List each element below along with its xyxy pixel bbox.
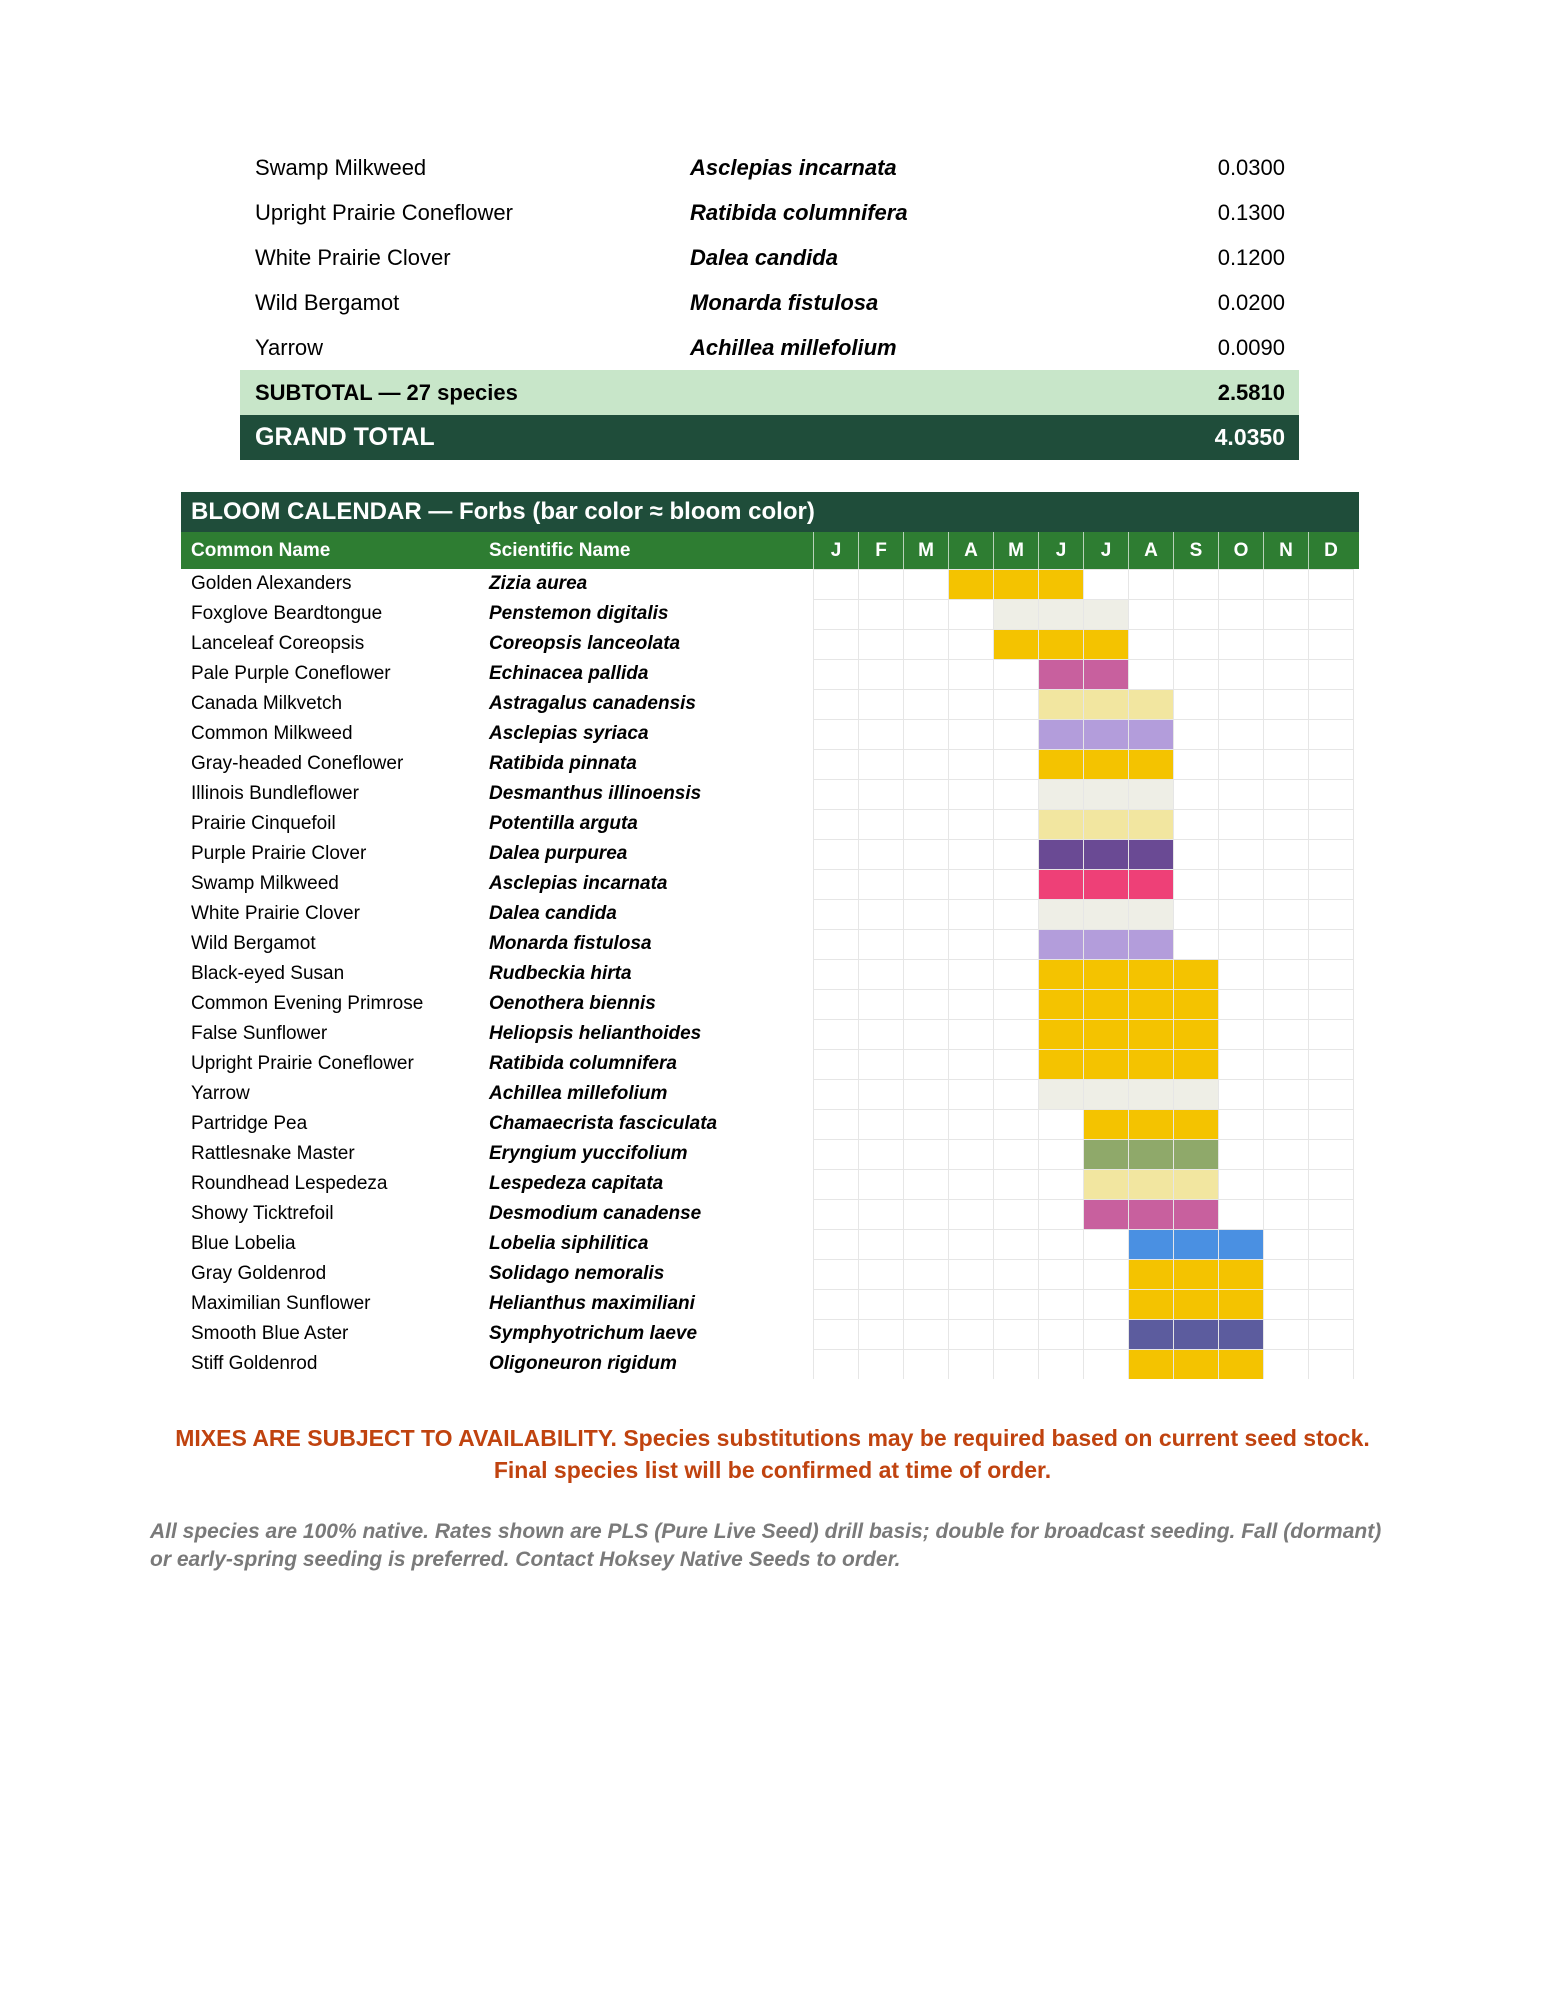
bloom-bar-cell [1129, 1230, 1173, 1259]
seed-row [240, 190, 1299, 235]
species-common-name: Partridge Pea [191, 1113, 308, 1134]
bloom-bar-cell [1174, 1290, 1218, 1319]
species-scientific-name: Asclepias incarnata [489, 873, 668, 894]
month-label: M [993, 532, 1038, 569]
species-common-name: Roundhead Lespedeza [191, 1173, 388, 1194]
seed-common-name: Upright Prairie Coneflower [255, 200, 513, 225]
species-common-name: Wild Bergamot [191, 933, 316, 954]
bloom-bar-cell [994, 600, 1038, 629]
seed-scientific-name: Dalea candida [690, 245, 838, 270]
bloom-bar-cell [1129, 1260, 1173, 1289]
bloom-bar-cell [1084, 900, 1128, 929]
bloom-calendar [181, 492, 1359, 1379]
bloom-bar-cell [1039, 570, 1083, 599]
species-scientific-name: Coreopsis lanceolata [489, 633, 681, 654]
subtotal-value: 2.5810 [1217, 380, 1285, 405]
bloom-bar-cell [1129, 840, 1173, 869]
species-scientific-name: Solidago nemoralis [489, 1263, 665, 1284]
bloom-bar-cell [1084, 780, 1128, 809]
seed-rows [240, 145, 1299, 370]
bloom-bar-cell [1129, 1140, 1173, 1169]
seed-rate: 0.1200 [1217, 245, 1285, 270]
species-scientific-name: Dalea candida [489, 903, 617, 924]
bloom-bar-cell [1084, 990, 1128, 1019]
grand-total-label: GRAND TOTAL [255, 423, 435, 451]
species-scientific-name: Desmanthus illinoensis [489, 783, 702, 804]
bloom-bar-cell [1174, 1170, 1218, 1199]
species-common-name: Prairie Cinquefoil [191, 813, 336, 834]
seed-common-name: White Prairie Clover [255, 245, 451, 270]
species-scientific-name: Echinacea pallida [489, 663, 649, 684]
species-scientific-name: Dalea purpurea [489, 843, 628, 864]
bloom-bar-cell [1129, 870, 1173, 899]
bloom-bar-cell [1039, 1080, 1083, 1109]
bloom-bar-cell [1084, 600, 1128, 629]
bloom-bar-cell [1039, 810, 1083, 839]
bloom-bar-cell [1174, 1320, 1218, 1349]
seed-row [240, 280, 1299, 325]
seed-rate-table [240, 145, 1299, 460]
species-common-name: Blue Lobelia [191, 1233, 296, 1254]
seed-scientific-name: Asclepias incarnata [690, 155, 897, 180]
species-scientific-name: Chamaecrista fasciculata [489, 1113, 718, 1134]
species-scientific-name: Ratibida columnifera [489, 1053, 677, 1074]
bloom-bar-cell [1174, 990, 1218, 1019]
bloom-bar-cell [1039, 960, 1083, 989]
seed-common-name: Yarrow [255, 335, 324, 360]
bloom-bar-cell [1129, 810, 1173, 839]
bloom-bar-cell [1084, 1200, 1128, 1229]
seed-rate: 0.0200 [1217, 290, 1285, 315]
bloom-bar-cell [1039, 630, 1083, 659]
bloom-bar-cell [1219, 1260, 1263, 1289]
seed-rate: 0.0300 [1217, 155, 1285, 180]
bloom-bar-cell [1174, 1140, 1218, 1169]
species-common-name: Golden Alexanders [191, 573, 352, 594]
bloom-bar-cell [1219, 1290, 1263, 1319]
bloom-bar-cell [1129, 1170, 1173, 1199]
bloom-bar-cell [1129, 1320, 1173, 1349]
bloom-bar-cell [1129, 1050, 1173, 1079]
seed-row [240, 235, 1299, 280]
bloom-bar-cell [1039, 600, 1083, 629]
bloom-bar-cell [1084, 660, 1128, 689]
bloom-bar-cell [1219, 1350, 1263, 1379]
bloom-bar-cell [1039, 1020, 1083, 1049]
bloom-bar-cell [1174, 960, 1218, 989]
bloom-bar-cell [1084, 1020, 1128, 1049]
species-scientific-name: Symphyotrichum laeve [489, 1323, 698, 1344]
bloom-bar-cell [1174, 1050, 1218, 1079]
bloom-bar-cell [1084, 630, 1128, 659]
species-common-name: Gray-headed Coneflower [191, 753, 404, 774]
bloom-calendar-title: BLOOM CALENDAR — Forbs (bar color ≈ bloom color) [181, 492, 1359, 532]
species-scientific-name: Potentilla arguta [489, 813, 638, 834]
bloom-bar-cell [1084, 870, 1128, 899]
bloom-bar-cell [1084, 750, 1128, 779]
bloom-bar-cell [1039, 870, 1083, 899]
bloom-bar-cell [1174, 1110, 1218, 1139]
bloom-bar-cell [1129, 750, 1173, 779]
bloom-bar-cell [1084, 840, 1128, 869]
bloom-bar-cell [1039, 900, 1083, 929]
month-label: N [1263, 532, 1308, 569]
month-headers [813, 532, 1353, 569]
species-common-name: Showy Ticktrefoil [191, 1203, 334, 1224]
bloom-bar-cell [1039, 750, 1083, 779]
seed-scientific-name: Achillea millefolium [690, 335, 897, 360]
bloom-bar-cell [1129, 720, 1173, 749]
bloom-bar-cell [1129, 780, 1173, 809]
subtotal-label: SUBTOTAL — 27 species [255, 380, 518, 405]
bloom-calendar-body [181, 569, 1359, 1379]
seed-rate: 0.1300 [1217, 200, 1285, 225]
species-scientific-name: Achillea millefolium [489, 1083, 668, 1104]
bloom-bar-cell [1039, 1050, 1083, 1079]
bloom-bar-cell [1084, 1080, 1128, 1109]
grand-total-value: 4.0350 [1214, 424, 1285, 450]
bloom-bar-cell [1084, 960, 1128, 989]
species-common-name: Stiff Goldenrod [191, 1353, 318, 1374]
bloom-bar-cell [1084, 720, 1128, 749]
month-label: O [1218, 532, 1263, 569]
species-scientific-name: Zizia aurea [489, 573, 588, 594]
species-scientific-name: Ratibida pinnata [489, 753, 637, 774]
bloom-bar-cell [1219, 1320, 1263, 1349]
bloom-bar-cell [1084, 1170, 1128, 1199]
species-common-name: False Sunflower [191, 1023, 328, 1044]
bloom-bar-cell [1039, 690, 1083, 719]
month-label: A [948, 532, 993, 569]
species-scientific-name: Helianthus maximiliani [489, 1293, 695, 1314]
species-common-name: Maximilian Sunflower [191, 1293, 371, 1314]
bloom-bar-cell [1039, 780, 1083, 809]
bloom-bar-cell [1129, 1080, 1173, 1109]
species-scientific-name: Lespedeza capitata [489, 1173, 664, 1194]
bloom-bar-cell [1174, 1020, 1218, 1049]
bloom-bar-cell [1039, 720, 1083, 749]
species-scientific-name: Heliopsis helianthoides [489, 1023, 702, 1044]
bloom-calendar-header [181, 532, 1359, 569]
seed-row [240, 325, 1299, 370]
bloom-bar-cell [1174, 1350, 1218, 1379]
species-common-name: Gray Goldenrod [191, 1263, 327, 1284]
species-common-name: Lanceleaf Coreopsis [191, 633, 365, 654]
bloom-bars [813, 569, 1354, 1379]
species-scientific-name: Lobelia siphilitica [489, 1233, 649, 1254]
species-common-name: Swamp Milkweed [191, 873, 339, 894]
species-common-name: White Prairie Clover [191, 903, 360, 924]
bloom-bar-cell [1129, 1350, 1173, 1379]
seed-scientific-name: Monarda fistulosa [690, 290, 879, 315]
seed-scientific-name: Ratibida columnifera [690, 200, 908, 225]
bloom-bar-cell [1084, 930, 1128, 959]
bloom-bar-cell [1174, 1200, 1218, 1229]
month-label: J [1038, 532, 1083, 569]
bloom-bar-cell [1039, 660, 1083, 689]
month-label: F [858, 532, 903, 569]
bloom-bar-cell [1174, 1080, 1218, 1109]
bloom-bar-cell [1129, 900, 1173, 929]
bloom-bar-cell [949, 570, 993, 599]
bloom-bar-cell [1174, 1260, 1218, 1289]
species-common-name: Canada Milkvetch [191, 693, 343, 714]
month-label: J [1083, 532, 1128, 569]
species-common-name: Common Evening Primrose [191, 993, 424, 1014]
bloom-bar-cell [1084, 810, 1128, 839]
species-scientific-name: Penstemon digitalis [489, 603, 669, 624]
species-common-name: Black-eyed Susan [191, 963, 345, 984]
species-common-name: Rattlesnake Master [191, 1143, 355, 1164]
species-scientific-name: Oenothera biennis [489, 993, 656, 1014]
species-scientific-name: Asclepias syriaca [489, 723, 649, 744]
bloom-bar-cell [1084, 1050, 1128, 1079]
bloom-bar-cell [1039, 990, 1083, 1019]
month-label: D [1308, 532, 1353, 569]
bloom-bar-cell [1084, 1110, 1128, 1139]
bloom-bar-cell [994, 570, 1038, 599]
bloom-bar-cell [1129, 690, 1173, 719]
species-scientific-name: Rudbeckia hirta [489, 963, 632, 984]
seeding-footnote: All species are 100% native. Rates shown are PLS (Pure Live Seed) drill basis; double for broadcast seeding. Fall (dormant) or early-spring seeding is preferred. Contact Hoksey Native Seeds to order. [150, 1520, 1382, 1571]
species-scientific-name: Astragalus canadensis [489, 693, 696, 714]
species-common-name: Pale Purple Coneflower [191, 663, 391, 684]
bloom-bar-cell [1084, 1140, 1128, 1169]
bloom-bar-cell [1174, 1230, 1218, 1259]
bloom-bar-cell [1129, 1020, 1173, 1049]
bloom-bar-cell [1084, 690, 1128, 719]
bloom-bar-cell [1129, 930, 1173, 959]
bloom-bar-cell [1039, 930, 1083, 959]
bloom-bar-cell [1129, 1110, 1173, 1139]
seed-common-name: Wild Bergamot [255, 290, 400, 315]
bloom-bar-cell [1039, 840, 1083, 869]
month-label: M [903, 532, 948, 569]
header-scientific-name: Scientific Name [489, 540, 631, 561]
species-common-name: Upright Prairie Coneflower [191, 1053, 414, 1074]
species-common-name: Foxglove Beardtongue [191, 603, 383, 624]
seed-common-name: Swamp Milkweed [255, 155, 427, 180]
header-common-name: Common Name [191, 540, 331, 561]
bloom-bar-cell [1129, 990, 1173, 1019]
seed-row [240, 145, 1299, 190]
grand-total-row [240, 415, 1299, 460]
species-common-name: Illinois Bundleflower [191, 783, 359, 804]
species-scientific-name: Oligoneuron rigidum [489, 1353, 677, 1374]
bloom-bar-cell [1219, 1230, 1263, 1259]
subtotal-row [240, 370, 1299, 415]
bloom-bar-cell [1129, 960, 1173, 989]
month-label: S [1173, 532, 1218, 569]
species-scientific-name: Monarda fistulosa [489, 933, 652, 954]
species-common-name: Yarrow [191, 1083, 250, 1104]
month-label: A [1128, 532, 1173, 569]
species-scientific-name: Desmodium canadense [489, 1203, 702, 1224]
month-label: J [813, 532, 858, 569]
species-scientific-name: Eryngium yuccifolium [489, 1143, 688, 1164]
bloom-bar-cell [994, 630, 1038, 659]
bloom-bar-cell [1129, 1290, 1173, 1319]
species-common-name: Smooth Blue Aster [191, 1323, 349, 1344]
availability-notice: MIXES ARE SUBJECT TO AVAILABILITY. Species substitutions may be required based on current seed stock. Final species list will be confirmed at time of order. [175, 1425, 1370, 1483]
seed-rate: 0.0090 [1217, 335, 1285, 360]
species-common-name: Common Milkweed [191, 723, 353, 744]
bloom-bar-cell [1129, 1200, 1173, 1229]
species-common-name: Purple Prairie Clover [191, 843, 367, 864]
